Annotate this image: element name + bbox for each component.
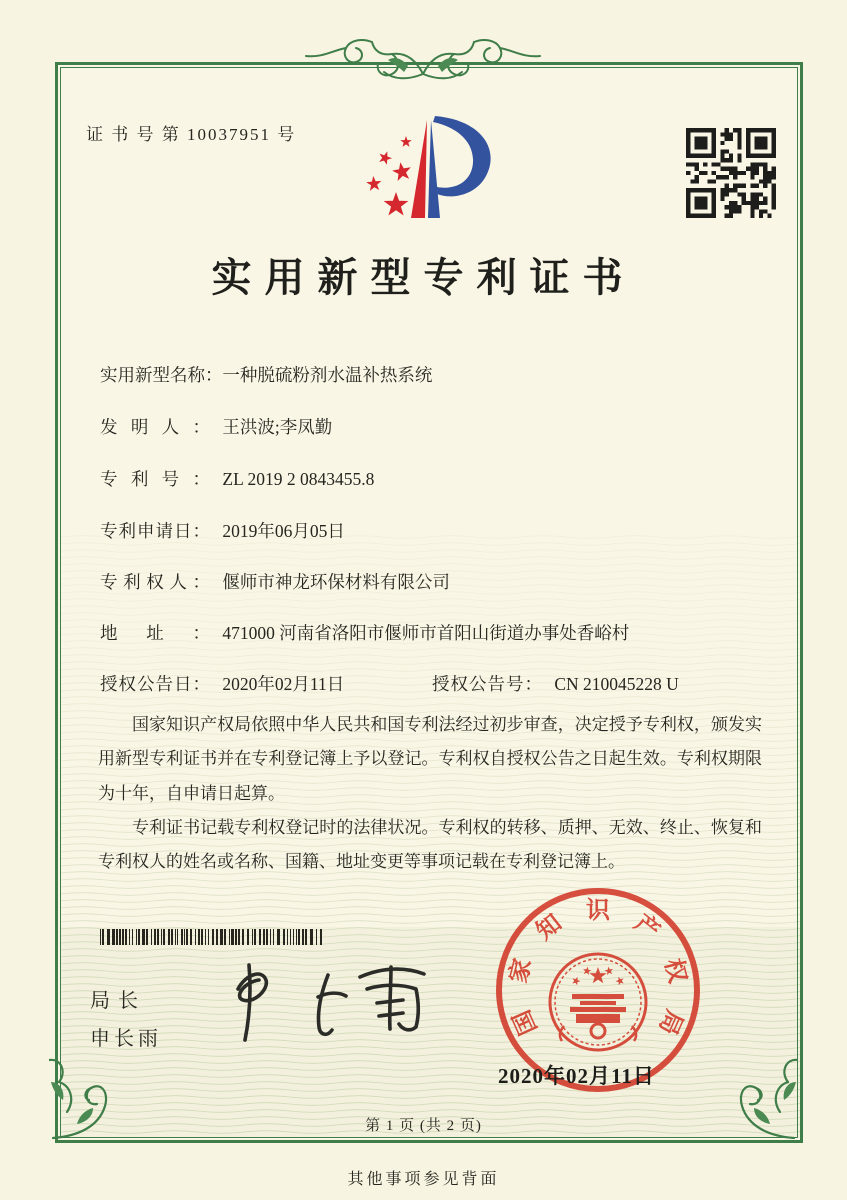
barcode (100, 929, 322, 945)
field-label: 专利号： (100, 469, 210, 489)
legal-text (98, 708, 762, 880)
seal-date: 2020年02月11日 (498, 1064, 655, 1088)
field-label: 授权公告日： (100, 674, 210, 694)
field-value: CN 210045228 U (554, 674, 679, 694)
legal-paragraph-1: 国家知识产权局依照中华人民共和国专利法经过初步审查，决定授予专利权，颁发实用新型专利证书并在专利登记簿上予以登记。专利权自授权公告之日起生效。专利权期限为十年，自申请日起算。 (98, 715, 762, 803)
page-number: 第 1 页 (共 2 页) (365, 1118, 482, 1134)
field-value: 2020年02月11日 (222, 674, 345, 694)
top-dragon-ornament (288, 34, 558, 94)
field-value: 2019年06月05日 (222, 521, 345, 541)
certificate-title: 实用新型专利证书 (211, 255, 636, 300)
director-title: 局长 (90, 990, 146, 1012)
field-value: 一种脱硫粉剂水温补热系统 (222, 365, 433, 385)
field-row-inventor (100, 414, 332, 439)
director-signature (212, 955, 442, 1050)
field-value: ZL 2019 2 0843455.8 (222, 469, 375, 489)
svg-text:权: 权 (659, 956, 691, 986)
field-row-patent-no (100, 466, 374, 491)
field-label: 专利权人： (100, 572, 210, 592)
field-row-grant-no (432, 671, 679, 696)
field-label: 专利申请日： (100, 521, 210, 541)
field-label: 授权公告号： (432, 674, 542, 694)
qr-code (686, 128, 776, 218)
legal-paragraph-2: 专利证书记载专利权登记时的法律状况。专利权的转移、质押、无效、终止、恢复和专利权人的姓名或名称、国籍、地址变更等事项记载在专利登记簿上。 (98, 817, 762, 872)
svg-text:知: 知 (531, 910, 567, 946)
field-row-name (100, 362, 432, 387)
logo-stars (366, 136, 412, 216)
field-value: 471000 河南省洛阳市偃师市首阳山街道办事处香峪村 (222, 623, 630, 643)
svg-text:识: 识 (586, 898, 610, 924)
svg-text:家: 家 (505, 956, 537, 986)
field-row-address (100, 620, 629, 645)
svg-text:局: 局 (653, 1005, 687, 1039)
back-note: 其他事项参见背面 (347, 1171, 500, 1188)
field-row-patentee (100, 569, 450, 594)
svg-text:产: 产 (629, 910, 665, 946)
national-emblem-icon (550, 954, 646, 1050)
field-label: 实用新型名称： (100, 365, 223, 385)
svg-text:国: 国 (509, 1005, 543, 1039)
field-label: 地址： (100, 623, 210, 643)
certificate-number: 证 书 号 第 10037951 号 (86, 125, 297, 144)
field-row-filing-date (100, 518, 345, 543)
director-name: 申长雨 (90, 1028, 162, 1050)
field-row-grant-date (100, 671, 344, 696)
field-value: 王洪波;李凤勤 (222, 417, 333, 437)
field-label: 发明人： (100, 417, 210, 437)
field-value: 偃师市神龙环保材料有限公司 (222, 572, 450, 592)
cnipa-logo-icon (332, 96, 512, 236)
